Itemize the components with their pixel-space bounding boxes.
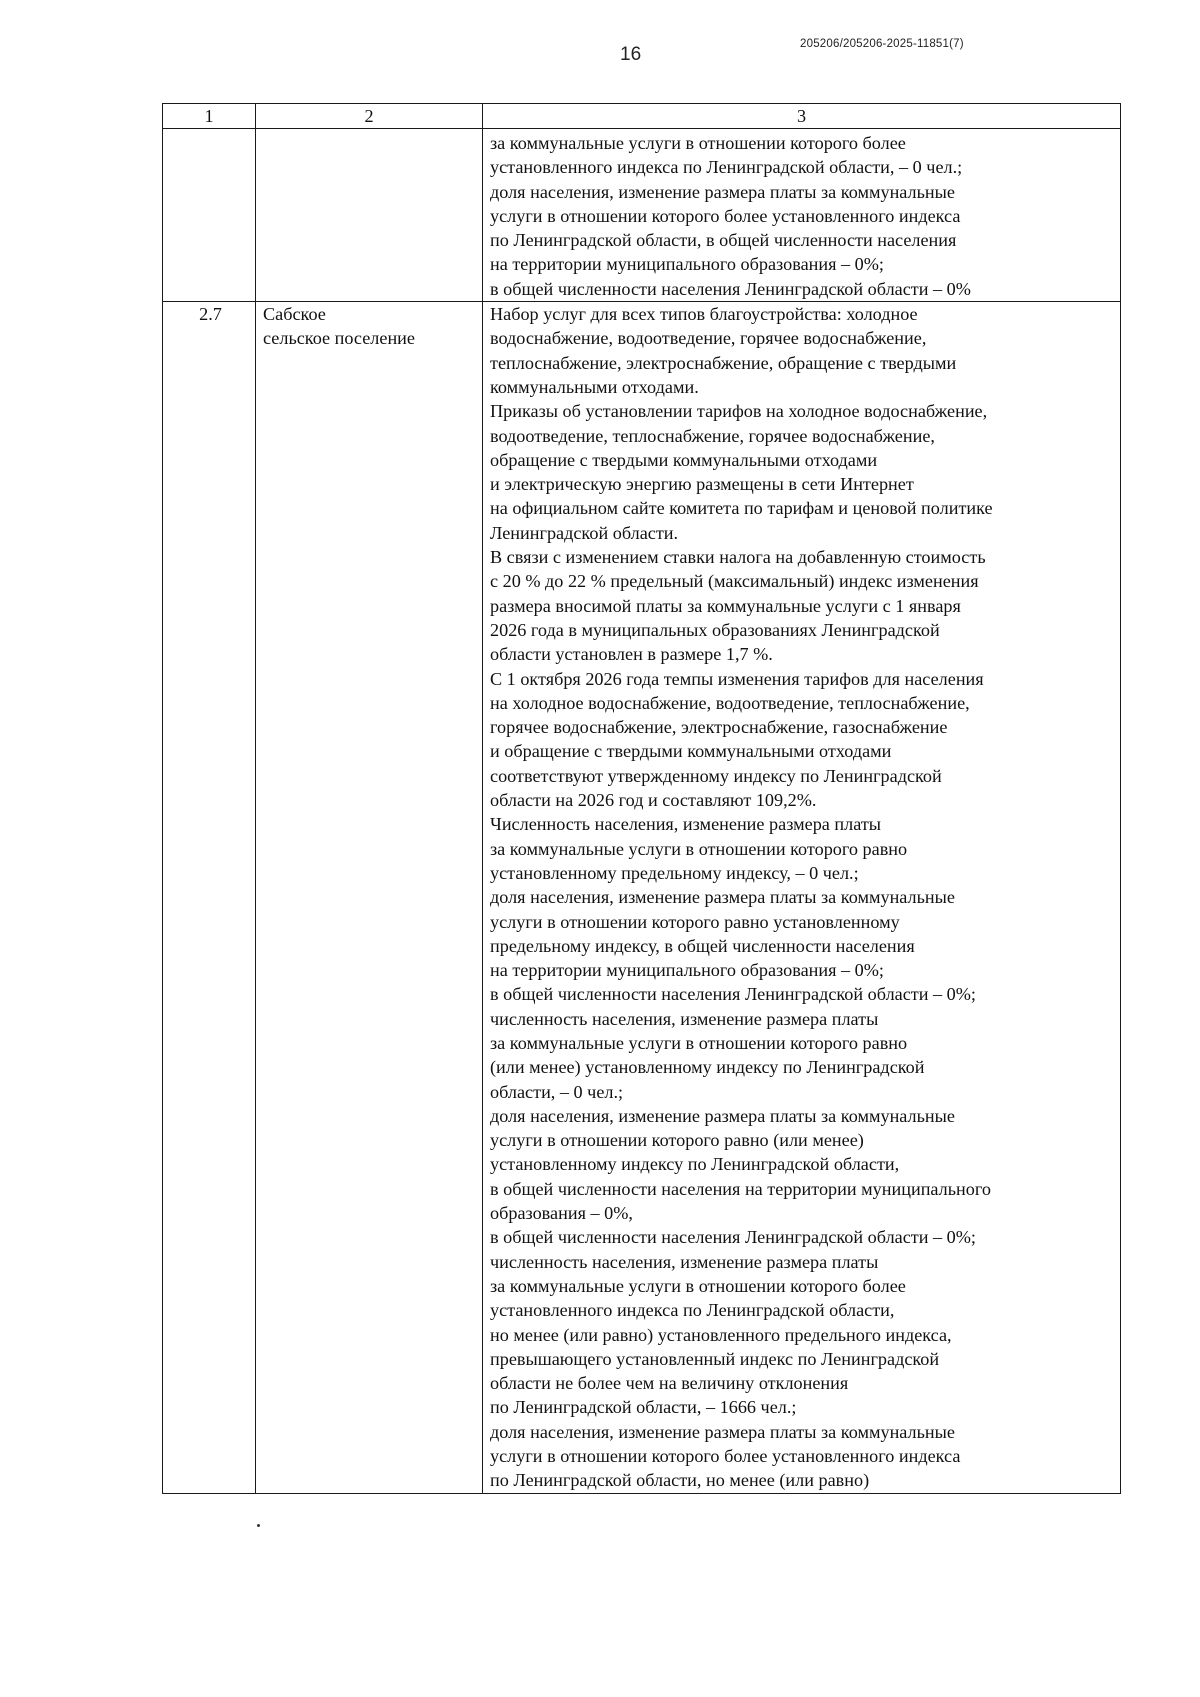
description-line: услуги в отношении которого более установленного индекса [490,1446,961,1467]
description-line: С 1 октября 2026 года темпы изменения тарифов для населения [490,668,984,689]
document-id: 205206/205206-2025-11851(7) [800,38,964,50]
description-line: и электрическую энергию размещены в сети Интернет [490,474,914,495]
column-header-1: 1 [163,104,256,129]
description-line: доля населения, изменение размера платы за коммунальные [490,1421,955,1442]
description-line: размера вносимой платы за коммунальные услуги с 1 января [490,595,961,616]
description-line: установленному предельному индексу, – 0 чел.; [490,862,859,883]
description-line: установленному индексу по Ленинградской области, [490,1154,900,1175]
description-line: с 20 % до 22 % предельный (максимальный) индекс изменения [490,571,979,592]
description-line: области на 2026 год и составляют 109,2%. [490,790,817,811]
table-row [163,302,1121,1494]
settlement-name-cell [256,129,483,302]
description-line: в общей численности населения Ленинградской области – 0%; [490,1227,976,1248]
description-line: обращение с твердыми коммунальными отходами [490,449,878,470]
description-line: численность населения, изменение размера платы [490,1008,879,1029]
description-line: но менее (или равно) установленного предельного индекса, [490,1324,952,1345]
description-line: в общей численности населения на территории муниципального [490,1178,991,1199]
description-line: услуги в отношении которого равно (или менее) [490,1130,864,1151]
description-line: Ленинградской области. [490,522,679,543]
document-table [162,103,1121,1494]
description-line: доля населения, изменение размера платы за коммунальные [490,1105,955,1126]
description-line: водоснабжение, водоотведение, горячее водоснабжение, [490,328,927,349]
description-line: на территории муниципального образования – 0%; [490,960,884,981]
description-line: за коммунальные услуги в отношении которого равно [490,1032,908,1053]
description-line: по Ленинградской области, но менее (или равно) [490,1470,870,1491]
description-line: доля населения, изменение размера платы за коммунальные [490,181,955,202]
description-cell [483,302,1121,1494]
description-line: на холодное водоснабжение, водоотведение, теплоснабжение, [490,692,970,713]
description-line: установленного индекса по Ленинградской области, [490,1300,895,1321]
column-header-2: 2 [256,104,483,129]
description-line: коммунальными отходами. [490,376,699,397]
description-line: в общей численности населения Ленинградской области – 0%; [490,984,976,1005]
description-line: на официальном сайте комитета по тарифам и ценовой политике [490,498,993,519]
table-header-row [163,104,1121,129]
description-line: по Ленинградской области, – 1666 чел.; [490,1397,797,1418]
description-line: горячее водоснабжение, электроснабжение, газоснабжение [490,717,948,738]
settlement-name-line: Сабское [263,304,326,325]
description-line: теплоснабжение, электроснабжение, обращение с твердыми [490,352,957,373]
row-number-cell: 2.7 [163,302,256,1494]
description-line: за коммунальные услуги в отношении которого более [490,1275,906,1296]
description-line: В связи с изменением ставки налога на добавленную стоимость [490,547,986,568]
description-line: Численность населения, изменение размера платы [490,814,881,835]
description-line: (или менее) установленному индексу по Ленинградской [490,1057,925,1078]
page-number: 16 [620,44,642,65]
description-line: численность населения, изменение размера платы [490,1251,879,1272]
description-line: услуги в отношении которого равно установленному [490,911,900,932]
description-line: в общей численности населения Ленинградской области – 0% [490,278,971,299]
description-line: водоотведение, теплоснабжение, горячее водоснабжение, [490,425,935,446]
description-line: образования – 0%, [490,1203,633,1224]
column-header-3: 3 [483,104,1121,129]
row-number-cell [163,129,256,302]
settlement-name-cell [256,302,483,1494]
description-line: доля населения, изменение размера платы за коммунальные [490,887,955,908]
description-line: и обращение с твердыми коммунальными отходами [490,741,892,762]
description-line: области установлен в размере 1,7 %. [490,644,773,665]
description-line: по Ленинградской области, в общей численности населения [490,230,957,251]
table-row [163,129,1121,302]
description-line: Приказы об установлении тарифов на холодное водоснабжение, [490,401,988,422]
description-line: за коммунальные услуги в отношении которого равно [490,838,908,859]
scan-speck [257,1524,260,1527]
description-cell [483,129,1121,302]
description-line: на территории муниципального образования – 0%; [490,254,884,275]
description-line: услуги в отношении которого более установленного индекса [490,205,961,226]
description-line: области, – 0 чел.; [490,1081,624,1102]
description-line: области не более чем на величину отклонения [490,1373,849,1394]
description-line: предельному индексу, в общей численности населения [490,935,915,956]
description-line: превышающего установленный индекс по Ленинградской [490,1348,940,1369]
description-line: за коммунальные услуги в отношении которого более [490,133,906,153]
description-line: 2026 года в муниципальных образованиях Ленинградской [490,619,940,640]
settlement-name-line: сельское поселение [263,328,415,349]
table-body [163,129,1121,1494]
description-line: установленного индекса по Ленинградской области, – 0 чел.; [490,157,963,178]
description-line: соответствуют утвержденному индексу по Ленинградской [490,765,942,786]
description-line: Набор услуг для всех типов благоустройства: холодное [490,304,918,325]
